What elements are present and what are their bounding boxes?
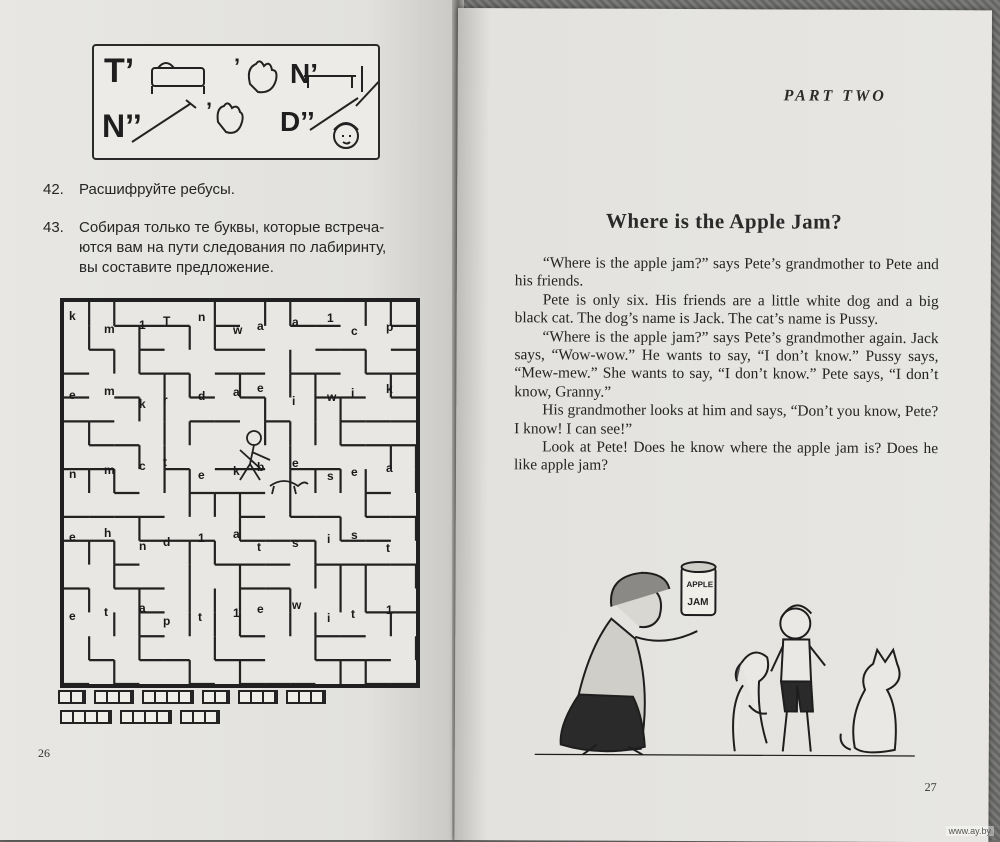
labyrinth-letter: 1 (327, 311, 334, 325)
labyrinth-letter: i (327, 610, 331, 625)
labyrinth-letter: m (104, 322, 115, 336)
labyrinth-letter: 1 (233, 605, 240, 620)
labyrinth-letter: e (257, 381, 264, 396)
labyrinth-letter: b (257, 460, 265, 475)
labyrinth-letter: T (163, 314, 171, 328)
answer-box (286, 690, 326, 704)
labyrinth-letter: a (139, 600, 146, 615)
task-42-number: 42. (43, 181, 64, 198)
rebus-glyph-mark: ’’ (300, 106, 315, 137)
labyrinth (60, 298, 420, 688)
labyrinth-letter: e (69, 388, 76, 403)
labyrinth-letter: t (351, 606, 355, 621)
labyrinth-letter: s (327, 469, 334, 484)
rebus-letter-n-bottom (102, 110, 142, 142)
labyrinth-letter: k (233, 464, 240, 479)
labyrinth-letter: e (69, 529, 76, 544)
labyrinth-letter: d (198, 389, 206, 404)
labyrinth-letter: w (292, 597, 302, 612)
answer-box (58, 690, 86, 704)
labyrinth-letter: p (386, 320, 394, 334)
rebus-letter-t (104, 54, 134, 88)
labyrinth-walls (64, 302, 416, 684)
labyrinth-letter: c (139, 459, 146, 474)
task-42 (43, 180, 235, 200)
labyrinth-letter: m (104, 463, 115, 478)
labyrinth-letter: w (233, 323, 243, 337)
labyrinth-letter: n (139, 538, 147, 553)
answer-box (180, 710, 220, 724)
labyrinth-letter: n (198, 310, 206, 324)
labyrinth-letter: t (163, 455, 167, 470)
labyrinth-letter: 1 (198, 530, 205, 545)
labyrinth-letter: a (233, 385, 240, 400)
rebus-letter-n-top (290, 60, 318, 88)
labyrinth-letter: 1 (386, 602, 393, 617)
answer-box (238, 690, 278, 704)
task-43-number: 43. (43, 219, 64, 236)
labyrinth-letter: t (104, 604, 108, 619)
labyrinth-letter: d (163, 534, 171, 549)
labyrinth-letter: h (104, 525, 112, 540)
story-text (514, 254, 939, 477)
labyrinth-letter: e (351, 465, 358, 480)
task-43-line-text: ются вам на пути следования по лабиринту, (79, 239, 387, 256)
task-43-line-text: Собирая только те буквы, которые встреча- (79, 219, 385, 236)
labyrinth-letter: i (292, 394, 296, 409)
labyrinth-letter: e (69, 608, 76, 623)
labyrinth-letter: i (327, 531, 331, 546)
labyrinth-letter: k (386, 382, 393, 397)
rebus-glyph-mark: ’’ (125, 108, 142, 144)
rebus-picture (92, 44, 380, 160)
labyrinth-letter: s (292, 535, 299, 550)
rebus-glyph-text: N (290, 58, 311, 89)
labyrinth-letter: r (163, 393, 168, 408)
rebus-glyph-text: ’ (206, 98, 213, 123)
jar-label-line1: APPLE (686, 580, 714, 590)
story-title: Where is the Apple Jam? (605, 208, 843, 234)
labyrinth-letter: k (69, 309, 76, 323)
rebus-glyph-text: N (102, 108, 126, 144)
rebus-glyph-text: T (104, 52, 125, 90)
rebus-glyph-mark: ’ (310, 58, 319, 89)
labyrinth-letter: p (163, 613, 171, 628)
labyrinth-letter: w (327, 390, 337, 405)
labyrinth-letter: 1 (139, 318, 146, 332)
task-43-line (43, 218, 443, 238)
answer-box (94, 690, 134, 704)
task-43 (43, 218, 443, 278)
right-page (454, 8, 992, 842)
answer-box (60, 710, 112, 724)
watermark: www.ay.by (946, 826, 994, 836)
answer-box (142, 690, 194, 704)
labyrinth-letter: c (351, 324, 358, 338)
right-page-number: 27 (924, 780, 937, 795)
story-paragraph: Look at Pete! Does he know where the apple jam is? Does he like apple jam? (513, 438, 939, 475)
left-page (0, 0, 458, 840)
story-paragraph: His grandmother looks at him and says, “Don’t you know, Pete? I know! I can see!” (514, 401, 939, 438)
labyrinth-letter: s (351, 527, 358, 542)
task-43-line (43, 238, 443, 258)
labyrinth-letter: t (257, 539, 261, 554)
labyrinth-letter: t (198, 609, 202, 624)
story-paragraph: “Where is the apple jam?” says Pete’s grandmother to Pete and his friends. (514, 254, 939, 290)
labyrinth-letter: e (292, 456, 299, 471)
left-page-number: 26 (38, 746, 50, 760)
task-43-line-text: вы составите предложение. (79, 259, 274, 276)
jar-label-line2: JAM (687, 597, 709, 609)
part-heading: PART TWO (783, 87, 887, 105)
rebus-glyph-mark: ’ (124, 52, 135, 90)
labyrinth-letter: t (386, 540, 390, 555)
rebus-apostrophe (234, 56, 240, 78)
labyrinth-letter: n (69, 467, 77, 482)
story-illustration (535, 544, 926, 766)
task-43-line (43, 258, 443, 278)
rebus-glyph-text: ’ (234, 54, 241, 79)
rebus-glyph-text: D (280, 106, 301, 137)
labyrinth-letter: a (292, 315, 299, 329)
labyrinth-letter: a (386, 461, 393, 476)
story-paragraph: Pete is only six. His friends are a little white dog and a big black cat. The dog’s name is Jack. The cat’s name is Pussy. (514, 291, 939, 329)
answer-box (202, 690, 230, 704)
labyrinth-letter: k (139, 397, 146, 412)
labyrinth-letter: i (351, 386, 355, 401)
labyrinth-letter: a (233, 526, 240, 541)
labyrinth-letter: a (257, 319, 264, 333)
task-42-text: Расшифруйте ребусы. (79, 181, 235, 198)
labyrinth-letter: e (198, 468, 205, 483)
labyrinth-letter: e (257, 601, 264, 616)
story-paragraph: “Where is the apple jam?” says Pete’s grandmother again. Jack says, “Wow-wow.” He wants to say, “I don’t know.” Pussy says, “Mew-mew.” She wants to say, “I don’t know.” Pete says, “I don’t know, Granny.” (514, 327, 939, 401)
labyrinth-letter: m (104, 384, 115, 399)
rebus-letter-d (280, 108, 315, 136)
answer-box (120, 710, 172, 724)
rebus-apostrophe-2 (206, 100, 212, 122)
